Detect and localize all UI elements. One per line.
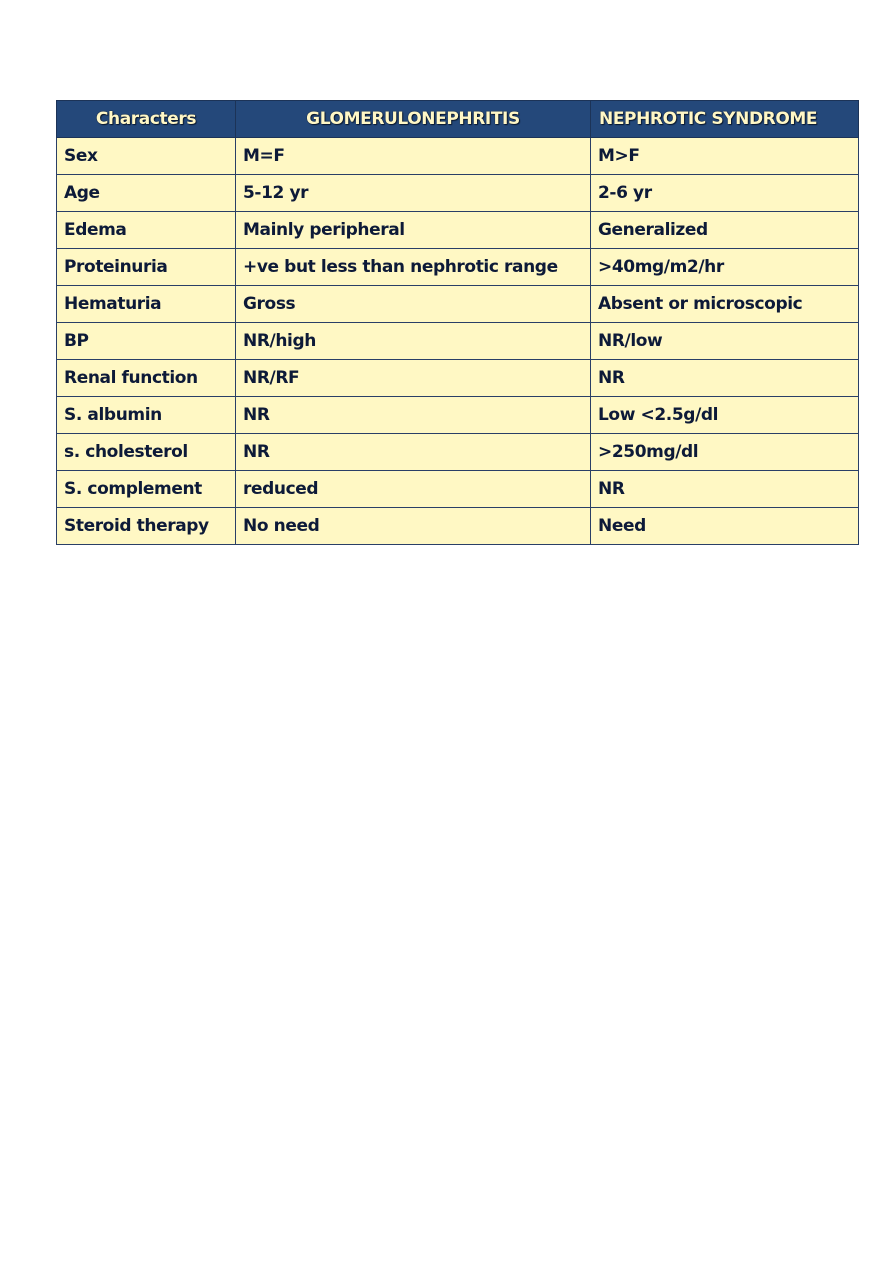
cell-glomerulonephritis: No need <box>236 508 591 545</box>
cell-characteristic: S. albumin <box>57 397 236 434</box>
cell-nephrotic-syndrome: M>F <box>591 138 859 175</box>
cell-nephrotic-syndrome: 2-6 yr <box>591 175 859 212</box>
cell-characteristic: S. complement <box>57 471 236 508</box>
cell-characteristic: Sex <box>57 138 236 175</box>
table-row <box>57 286 859 323</box>
cell-characteristic: Renal function <box>57 360 236 397</box>
cell-glomerulonephritis: NR <box>236 397 591 434</box>
cell-characteristic: s. cholesterol <box>57 434 236 471</box>
cell-nephrotic-syndrome: Need <box>591 508 859 545</box>
table-row <box>57 471 859 508</box>
cell-glomerulonephritis: Gross <box>236 286 591 323</box>
comparison-table <box>56 100 859 545</box>
table-row <box>57 323 859 360</box>
header-nephrotic-syndrome: NEPHROTIC SYNDROME <box>591 101 859 138</box>
cell-glomerulonephritis: M=F <box>236 138 591 175</box>
cell-characteristic: Steroid therapy <box>57 508 236 545</box>
cell-glomerulonephritis: Mainly peripheral <box>236 212 591 249</box>
cell-glomerulonephritis: reduced <box>236 471 591 508</box>
table-row <box>57 249 859 286</box>
cell-glomerulonephritis: +ve but less than nephrotic range <box>236 249 591 286</box>
table-row <box>57 508 859 545</box>
cell-nephrotic-syndrome: Absent or microscopic <box>591 286 859 323</box>
table-header-row <box>57 101 859 138</box>
cell-characteristic: Hematuria <box>57 286 236 323</box>
cell-nephrotic-syndrome: NR <box>591 360 859 397</box>
table-row <box>57 212 859 249</box>
cell-glomerulonephritis: 5-12 yr <box>236 175 591 212</box>
cell-characteristic: Edema <box>57 212 236 249</box>
cell-nephrotic-syndrome: NR <box>591 471 859 508</box>
cell-nephrotic-syndrome: >250mg/dl <box>591 434 859 471</box>
table-row <box>57 175 859 212</box>
header-characters: Characters <box>57 101 236 138</box>
table-row <box>57 138 859 175</box>
cell-nephrotic-syndrome: Generalized <box>591 212 859 249</box>
table-row <box>57 434 859 471</box>
table-row <box>57 360 859 397</box>
cell-glomerulonephritis: NR/RF <box>236 360 591 397</box>
cell-characteristic: Age <box>57 175 236 212</box>
cell-nephrotic-syndrome: Low <2.5g/dl <box>591 397 859 434</box>
cell-nephrotic-syndrome: NR/low <box>591 323 859 360</box>
cell-characteristic: Proteinuria <box>57 249 236 286</box>
table-body <box>57 138 859 545</box>
cell-glomerulonephritis: NR <box>236 434 591 471</box>
cell-characteristic: BP <box>57 323 236 360</box>
cell-glomerulonephritis: NR/high <box>236 323 591 360</box>
header-glomerulonephritis: GLOMERULONEPHRITIS <box>236 101 591 138</box>
cell-nephrotic-syndrome: >40mg/m2/hr <box>591 249 859 286</box>
table-row <box>57 397 859 434</box>
